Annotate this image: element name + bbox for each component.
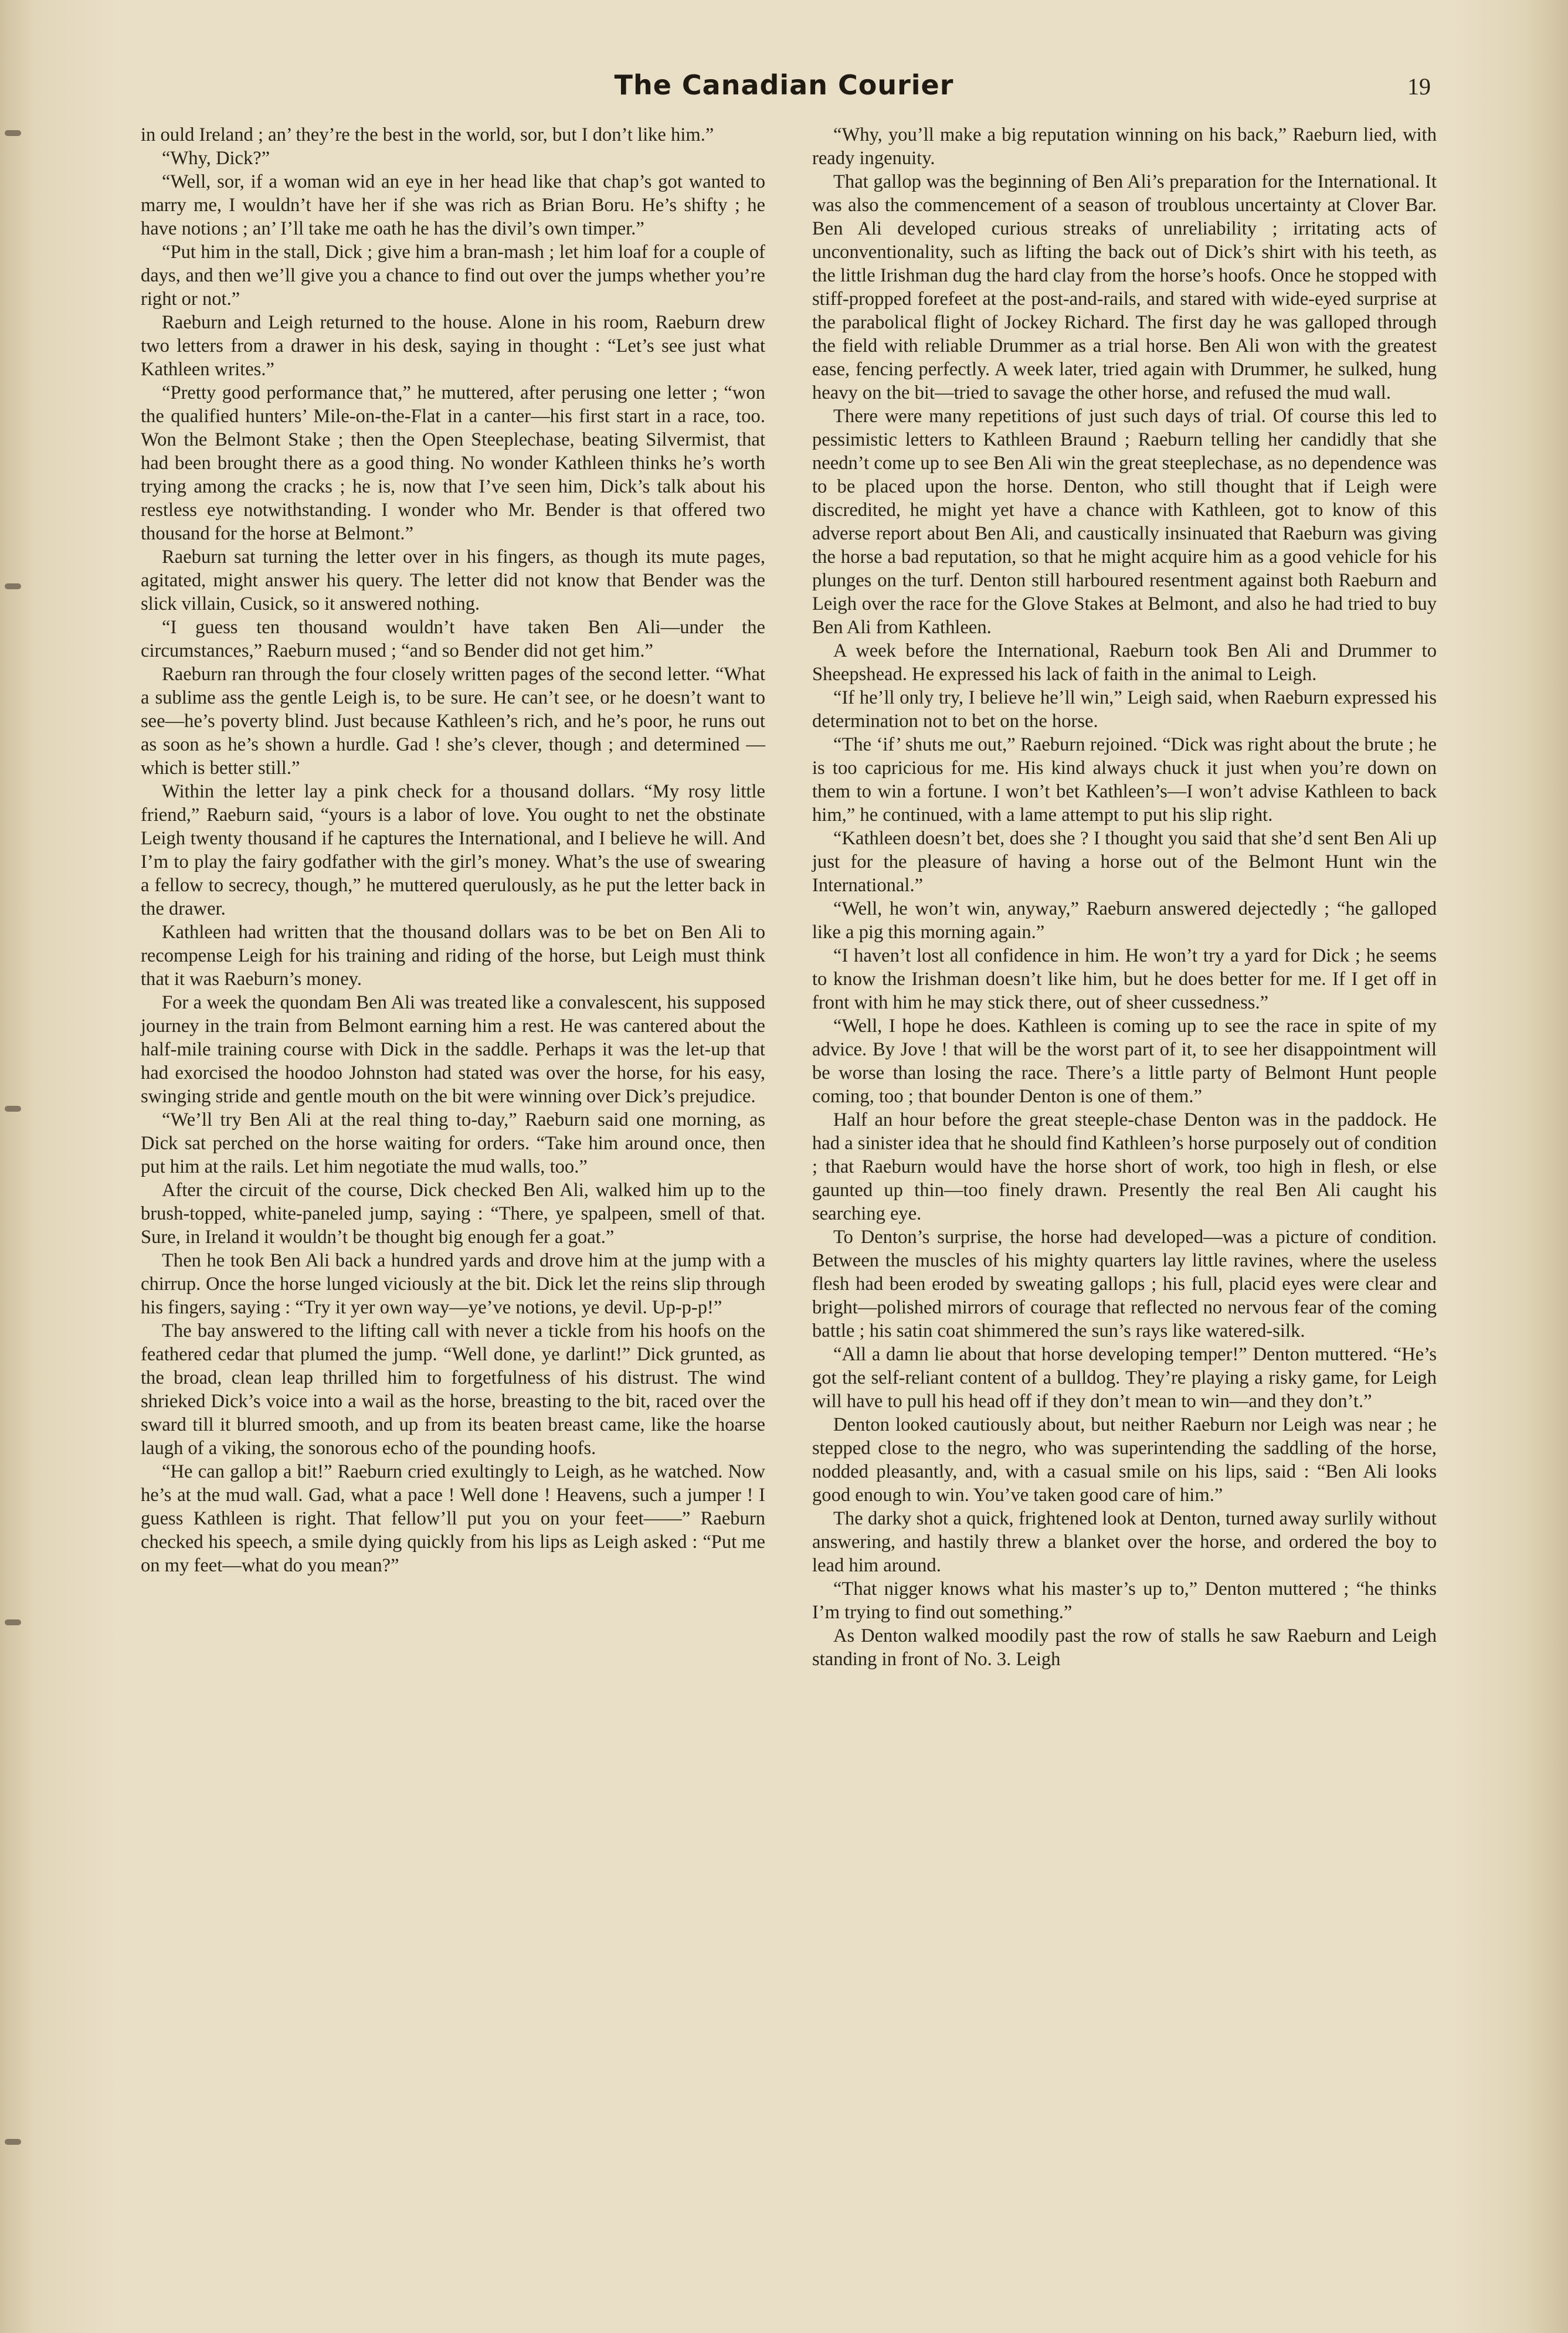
masthead-title: The Canadian Courier [614, 69, 954, 101]
paragraph: “If he’ll only try, I believe he’ll win,” Leigh said, when Raeburn expressed his determination not to bet on the horse. [812, 687, 1437, 732]
paragraph: Within the letter lay a pink check for a thousand dollars. “My rosy little friend,” Raeburn said, “yours is a labor of love. You ought to net the obstinate Leigh twenty thousand if he captures the International, and I believe he will. And I’m to play the fairy godfather with the girl’s money. What’s the use of swearing a fellow to secrecy, though,” he muttered querulously, as he put the letter back in the drawer. [141, 781, 765, 919]
paragraph: As Denton walked moodily past the row of stalls he saw Raeburn and Leigh standing in front of No. 3. Leigh [812, 1625, 1437, 1670]
binding-mark [5, 130, 21, 136]
paragraph: Kathleen had written that the thousand dollars was to be bet on Ben Ali to recompense Leigh for his training and riding of the horse, but Leigh must think that it was Raeburn’s money. [141, 922, 765, 990]
paragraph: The darky shot a quick, frightened look at Denton, turned away surlily without answering, and hastily threw a blanket over the horse, and ordered the boy to lead him around. [812, 1508, 1437, 1576]
paragraph: “All a damn lie about that horse developing temper!” Denton muttered. “He’s got the self-reliant content of a bulldog. They’re playing a risky game, for Leigh will have to pull his head off if they don’t mean to win—and they don’t.” [812, 1344, 1437, 1412]
paragraph: To Denton’s surprise, the horse had developed—was a picture of condition. Between the muscles of his mighty quarters lay little ravines, where the useless flesh had been eroded by sweating gallops ; his full, placid eyes were clear and bright—polished mirrors of courage that reflected no nervous fear of the coming battle ; his satin coat shimmered the sun’s rays like watered-silk. [812, 1227, 1437, 1342]
paragraph: in ould Ireland ; an’ they’re the best in the world, sor, but I don’t like him.” [141, 124, 714, 145]
paragraph: “Well, he won’t win, anyway,” Raeburn answered dejectedly ; “he galloped like a pig this morning again.” [812, 898, 1437, 943]
paragraph: “I guess ten thousand wouldn’t have taken Ben Ali—under the circumstances,” Raeburn mused ; “and so Bender did not get him.” [141, 617, 765, 661]
paragraph: “Pretty good performance that,” he muttered, after perusing one letter ; “won the qualified hunters’ Mile-on-the-Flat in a canter—his first start in a race, too. Won the Belmont Stake ; then the Open Steeplechase, beating Silvermist, that had been brought there as a good thing. No wonder Kathleen thinks he’s worth trying among the cracks ; he is, now that I’ve seen him, Dick’s talk about his restless eye notwithstanding. I wonder who Mr. Bender is that offered two thousand for the horse at Belmont.” [141, 382, 765, 544]
paragraph: There were many repetitions of just such days of trial. Of course this led to pessimistic letters to Kathleen Braund ; Raeburn telling her candidly that she needn’t come up to see Ben Ali win the great steeplechase, as no dependence was to be placed upon the horse. Denton, who still thought that if Leigh were discredited, he might yet have a chance with Kathleen, got to know of this adverse report about Ben Ali, and caustically insinuated that Raeburn was giving the horse a bad reputation, so that he might acquire him as a good vehicle for his plunges on the turf. Denton still harboured resentment against both Raeburn and Leigh over the race for the Glove Stakes at Belmont, and also he had tried to buy Ben Ali from Kathleen. [812, 406, 1437, 638]
paragraph: Half an hour before the great steeple-chase Denton was in the paddock. He had a sinister idea that he should find Kathleen’s horse purposely out of condition ; that Raeburn would have the horse short of work, too high in flesh, or else gaunted up thin—too finely drawn. Presently the real Ben Ali caught his searching eye. [812, 1109, 1437, 1224]
paragraph: Denton looked cautiously about, but neither Raeburn nor Leigh was near ; he stepped close to the negro, who was superintending the saddling of the horse, nodded pleasantly, and, with a casual smile on his lips, said : “Ben Ali looks good enough to win. You’ve taken good care of him.” [812, 1414, 1437, 1506]
paragraph: “Well, I hope he does. Kathleen is coming up to see the race in spite of my advice. By Jove ! that will be the worst part of it, to see her disappointment will be worse than losing the race. There’s a little party of Belmont Hunt people coming, too ; that bounder Denton is one of them.” [812, 1016, 1437, 1107]
paragraph: Then he took Ben Ali back a hundred yards and drove him at the jump with a chirrup. Once the horse lunged viciously at the bit. Dick let the reins slip through his fingers, saying : “Try it yer own way—ye’ve notions, ye devil. Up-p-p!” [141, 1250, 765, 1318]
paragraph: “The ‘if’ shuts me out,” Raeburn rejoined. “Dick was right about the brute ; he is too capricious for me. His kind always chuck it just when you’re down on them to win a fortune. I won’t bet Kathleen’s—I won’t advise Kathleen to back him,” he continued, with a lame attempt to put his slip right. [812, 734, 1437, 826]
paragraph: “Why, you’ll make a big reputation winning on his back,” Raeburn lied, with ready ingenuity. [812, 124, 1437, 169]
paragraph: Raeburn sat turning the letter over in his fingers, as though its mute pages, agitated, might answer his query. The letter did not know that Bender was the slick villain, Cusick, so it answered nothing. [141, 546, 765, 614]
binding-mark [5, 2139, 21, 2145]
paragraph: The bay answered to the lifting call with never a tickle from his hoofs on the feathered cedar that plumed the jump. “Well done, ye darlint!” Dick grunted, as the broad, clean leap thrilled him to forgetfulness of his distrust. The wind shrieked Dick’s voice into a wail as the horse, breasting to the bit, raced over the sward till it blurred smooth, and up from its beaten breast came, like the hoarse laugh of a viking, the sonorous echo of the pounding hoofs. [141, 1320, 765, 1459]
paragraph: After the circuit of the course, Dick checked Ben Ali, walked him up to the brush-topped, white-paneled jump, saying : “There, ye spalpeen, smell of that. Sure, in Ireland it wouldn’t be thought big enough fer a goat.” [141, 1180, 765, 1248]
paragraph: Raeburn ran through the four closely written pages of the second letter. “What a sublime ass the gentle Leigh is, to be sure. He can’t see, or he doesn’t want to see—he’s poverty blind. Just because Kathleen’s rich, and he’s poor, he runs out as soon as he’s shown a hurdle. Gad ! she’s clever, though ; and determined —which is better still.” [141, 664, 765, 779]
page-header [0, 69, 1568, 110]
left-column [141, 123, 765, 1577]
right-column [812, 123, 1437, 1671]
paragraph: “He can gallop a bit!” Raeburn cried exultingly to Leigh, as he watched. Now he’s at the mud wall. Gad, what a pace ! Well done ! Heavens, such a jumper ! I guess Kathleen is right. That fellow’ll put you on your feet——” Raeburn checked his speech, a smile dying quickly from his lips as Leigh asked : “Put me on my feet—what do you mean?” [141, 1461, 765, 1576]
paragraph: “I haven’t lost all confidence in him. He won’t try a yard for Dick ; he seems to know the Irishman doesn’t like him, but he does better for me. If I get off in front with him he may stick there, out of sheer cussedness.” [812, 945, 1437, 1013]
paragraph: A week before the International, Raeburn took Ben Ali and Drummer to Sheepshead. He expressed his lack of faith in the animal to Leigh. [812, 640, 1437, 685]
paragraph: “Put him in the stall, Dick ; give him a bran-mash ; let him loaf for a couple of days, and then we’ll give you a chance to find out over the jumps whether you’re right or not.” [141, 242, 765, 310]
paragraph: Raeburn and Leigh returned to the house. Alone in his room, Raeburn drew two letters from a drawer in his desk, saying in thought : “Let’s see just what Kathleen writes.” [141, 312, 765, 380]
paragraph: “Why, Dick?” [162, 148, 270, 169]
binding-mark [5, 583, 21, 589]
paragraph: “Kathleen doesn’t bet, does she ? I thought you said that she’d sent Ben Ali up just for the pleasure of having a horse out of the Belmont Hunt win the International.” [812, 828, 1437, 896]
paragraph: “That nigger knows what his master’s up to,” Denton muttered ; “he thinks I’m trying to find out something.” [812, 1578, 1437, 1623]
paragraph: For a week the quondam Ben Ali was treated like a convalescent, his supposed journey in the train from Belmont earning him a rest. He was cantered about the half-mile training course with Dick in the saddle. Perhaps it was the let-up that had exorcised the hoodoo Johnston had stated was over the horse, for his easy, swinging stride and gentle mouth on the bit were winning over Dick’s prejudice. [141, 992, 765, 1107]
paragraph: That gallop was the beginning of Ben Ali’s preparation for the International. It was also the commencement of a season of troublous uncertainty at Clover Bar. Ben Ali developed curious streaks of unreliability ; irritating acts of unconventionality, such as lifting the back out of Dick’s shirt with his teeth, as the little Irishman dug the hard clay from the horse’s hoofs. Once he stopped with stiff-propped forefeet at the post-and-rails, and stared with wide-eyed surprise at the parabolical flight of Jockey Richard. The first day he was galloped through the field with reliable Drummer as a trial horse. Ben Ali won with the greatest ease, fencing perfectly. A week later, tried again with Drummer, he sulked, hung heavy on the bit—tried to savage the other horse, and refused the mud wall. [812, 171, 1437, 403]
page-number: 19 [1407, 73, 1431, 100]
binding-mark [5, 1106, 21, 1112]
paragraph: “Well, sor, if a woman wid an eye in her head like that chap’s got wanted to marry me, I wouldn’t have her if she was rich as Brian Boru. He’s shifty ; he have notions ; an’ I’ll take me oath he has the divil’s own timper.” [141, 171, 765, 239]
binding-mark [5, 1619, 21, 1625]
paragraph: “We’ll try Ben Ali at the real thing to-day,” Raeburn said one morning, as Dick sat perched on the horse waiting for orders. “Take him around once, then put him at the rails. Let him negotiate the mud walls, too.” [141, 1109, 765, 1177]
